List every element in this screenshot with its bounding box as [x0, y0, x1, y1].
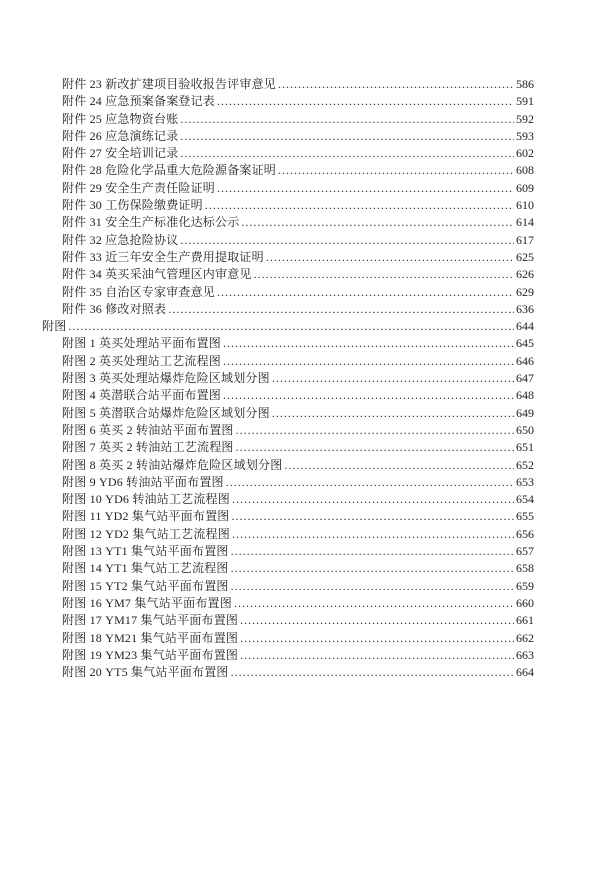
toc-entry	[42, 405, 534, 422]
toc-leader-dots	[180, 111, 514, 128]
toc-page-number: 648	[516, 388, 534, 403]
toc-leader-dots	[236, 439, 514, 456]
toc-entry-label: 附件 31 安全生产标准化达标公示	[62, 215, 240, 230]
toc-entry	[42, 457, 534, 474]
toc-page-number: 593	[516, 128, 534, 143]
toc-page-number: 610	[516, 198, 534, 213]
toc-leader-dots	[68, 318, 514, 335]
toc-entry	[42, 370, 534, 387]
toc-page-number: 626	[516, 267, 534, 282]
toc-page-number: 614	[516, 215, 534, 230]
toc-page-number: 617	[516, 232, 534, 247]
toc-entry	[42, 128, 534, 145]
toc-entry	[42, 526, 534, 543]
toc-leader-dots	[240, 647, 514, 664]
toc-page-number: 646	[516, 353, 534, 368]
toc-page-number: 662	[516, 630, 534, 645]
toc-page-number: 636	[516, 301, 534, 316]
toc-entry	[42, 508, 534, 525]
toc-page-number: 647	[516, 371, 534, 386]
toc-entry	[42, 664, 534, 681]
table-of-contents	[42, 76, 534, 681]
toc-page-number: 663	[516, 647, 534, 662]
toc-entry-label: 附图 3 英买处理站爆炸危险区域划分图	[62, 371, 270, 386]
toc-leader-dots	[266, 249, 514, 266]
toc-entry	[42, 249, 534, 266]
toc-leader-dots	[284, 457, 514, 474]
toc-leader-dots	[240, 612, 514, 629]
toc-entry-label: 附图 19 YM23 集气站平面布置图	[62, 647, 239, 662]
toc-leader-dots	[217, 93, 514, 110]
toc-page-number: 649	[516, 405, 534, 420]
toc-leader-dots	[278, 76, 514, 93]
toc-page-number: 653	[516, 474, 534, 489]
toc-page-number: 608	[516, 163, 534, 178]
toc-leader-dots	[231, 560, 514, 577]
toc-leader-dots	[168, 301, 514, 318]
toc-entry	[42, 491, 534, 508]
toc-leader-dots	[231, 664, 514, 681]
toc-entry	[42, 301, 534, 318]
toc-entry-label: 附件 34 英买采油气管理区内审意见	[62, 267, 252, 282]
toc-page-number: 657	[516, 544, 534, 559]
toc-page-number: 609	[516, 180, 534, 195]
toc-entry-label: 附图 13 YT1 集气站平面布置图	[62, 544, 229, 559]
toc-entry-label: 附件 35 自治区专家审查意见	[62, 284, 216, 299]
toc-page-number: 591	[516, 94, 534, 109]
toc-leader-dots	[180, 128, 514, 145]
toc-entry-label: 附件 29 安全生产责任险证明	[62, 180, 216, 195]
toc-entry	[42, 76, 534, 93]
toc-page-number: 659	[516, 578, 534, 593]
toc-page-number: 592	[516, 111, 534, 126]
toc-entry-label: 附图 14 YT1 集气站工艺流程图	[62, 561, 229, 576]
toc-leader-dots	[254, 266, 514, 283]
toc-entry-label: 附图 9 YD6 转油站平面布置图	[62, 474, 224, 489]
toc-entry-label: 附件 36 修改对照表	[62, 301, 167, 316]
toc-page-number: 645	[516, 336, 534, 351]
toc-page-number: 602	[516, 146, 534, 161]
toc-entry-label: 附件 25 应急物资台账	[62, 111, 179, 126]
toc-leader-dots	[278, 162, 514, 179]
toc-entry-label: 附图 7 英买 2 转油站工艺流程图	[62, 440, 234, 455]
toc-leader-dots	[180, 232, 514, 249]
toc-entry	[42, 612, 534, 629]
toc-page-number: 650	[516, 422, 534, 437]
toc-leader-dots	[217, 180, 514, 197]
toc-leader-dots	[236, 422, 514, 439]
toc-page-number: 651	[516, 440, 534, 455]
toc-entry-label: 附件 24 应急预案备案登记表	[62, 94, 216, 109]
toc-page-number: 655	[516, 509, 534, 524]
toc-entry	[42, 387, 534, 404]
toc-leader-dots	[240, 630, 514, 647]
toc-entry-label: 附件 26 应急演练记录	[62, 128, 179, 143]
toc-entry	[42, 180, 534, 197]
toc-page-number: 644	[516, 319, 534, 334]
toc-entry	[42, 232, 534, 249]
toc-leader-dots	[231, 578, 514, 595]
toc-page-number: 661	[516, 613, 534, 628]
toc-entry-label: 附件 33 近三年安全生产费用提取证明	[62, 249, 264, 264]
toc-entry-label: 附图 8 英买 2 转油站爆炸危险区域划分图	[62, 457, 283, 472]
toc-leader-dots	[232, 508, 515, 525]
toc-leader-dots	[180, 145, 514, 162]
toc-entry-label: 附图 16 YM7 集气站平面布置图	[62, 595, 232, 610]
toc-entry	[42, 560, 534, 577]
toc-leader-dots	[226, 474, 514, 491]
toc-leader-dots	[231, 543, 514, 560]
toc-page-number: 625	[516, 249, 534, 264]
toc-page-number: 658	[516, 561, 534, 576]
toc-entry	[42, 647, 534, 664]
toc-leader-dots	[232, 491, 514, 508]
toc-page-number: 664	[516, 665, 534, 680]
toc-leader-dots	[217, 284, 514, 301]
toc-entry	[42, 474, 534, 491]
toc-leader-dots	[272, 405, 514, 422]
toc-entry	[42, 595, 534, 612]
toc-leader-dots	[241, 214, 514, 231]
toc-page-number: 660	[516, 595, 534, 610]
toc-entry-label: 附图 17 YM17 集气站平面布置图	[62, 613, 239, 628]
toc-entry-label: 附件 28 危险化学品重大危险源备案证明	[62, 163, 277, 178]
toc-entry-label: 附图 18 YM21 集气站平面布置图	[62, 630, 239, 645]
toc-leader-dots	[205, 197, 514, 214]
toc-entry-label: 附图 5 英潜联合站爆炸危险区域划分图	[62, 405, 270, 420]
toc-entry-label: 附图	[42, 319, 67, 334]
toc-entry-label: 附图 15 YT2 集气站平面布置图	[62, 578, 229, 593]
toc-entry	[42, 145, 534, 162]
toc-leader-dots	[223, 335, 514, 352]
toc-page-number: 586	[516, 77, 534, 91]
toc-entry-label: 附图 11 YD2 集气站平面布置图	[62, 509, 230, 524]
toc-entry-label: 附图 12 YD2 集气站工艺流程图	[62, 526, 230, 541]
toc-entry	[42, 266, 534, 283]
toc-entry	[42, 197, 534, 214]
toc-entry	[42, 578, 534, 595]
toc-entry-label: 附件 30 工伤保险缴费证明	[62, 198, 203, 213]
toc-leader-dots	[223, 387, 514, 404]
toc-entry-label: 附图 4 英潜联合站平面布置图	[62, 388, 222, 403]
toc-entry	[42, 162, 534, 179]
toc-entry	[42, 422, 534, 439]
toc-entry-label: 附件 23 新改扩建项目验收报告评审意见	[62, 77, 277, 91]
toc-leader-dots	[232, 526, 514, 543]
toc-entry	[42, 439, 534, 456]
toc-entry	[42, 630, 534, 647]
toc-entry	[42, 543, 534, 560]
toc-leader-dots	[234, 595, 514, 612]
toc-entry-label: 附图 2 英买处理站工艺流程图	[62, 353, 222, 368]
toc-section-header	[42, 318, 534, 335]
toc-entry	[42, 284, 534, 301]
toc-entry	[42, 353, 534, 370]
toc-entry	[42, 111, 534, 128]
toc-entry	[42, 335, 534, 352]
toc-page-number: 654	[516, 492, 534, 507]
toc-page-number: 629	[516, 284, 534, 299]
toc-entry-label: 附件 32 应急抢险协议	[62, 232, 179, 247]
toc-leader-dots	[223, 353, 514, 370]
toc-entry	[42, 214, 534, 231]
toc-entry-label: 附图 1 英买处理站平面布置图	[62, 336, 222, 351]
toc-page-number: 652	[516, 457, 534, 472]
toc-entry-label: 附图 6 英买 2 转油站平面布置图	[62, 422, 234, 437]
toc-page-number: 656	[516, 526, 534, 541]
toc-entry-label: 附件 27 安全培训记录	[62, 146, 179, 161]
toc-entry	[42, 93, 534, 110]
toc-entry-label: 附图 10 YD6 转油站工艺流程图	[62, 492, 230, 507]
toc-entry-label: 附图 20 YT5 集气站平面布置图	[62, 665, 229, 680]
toc-leader-dots	[272, 370, 514, 387]
